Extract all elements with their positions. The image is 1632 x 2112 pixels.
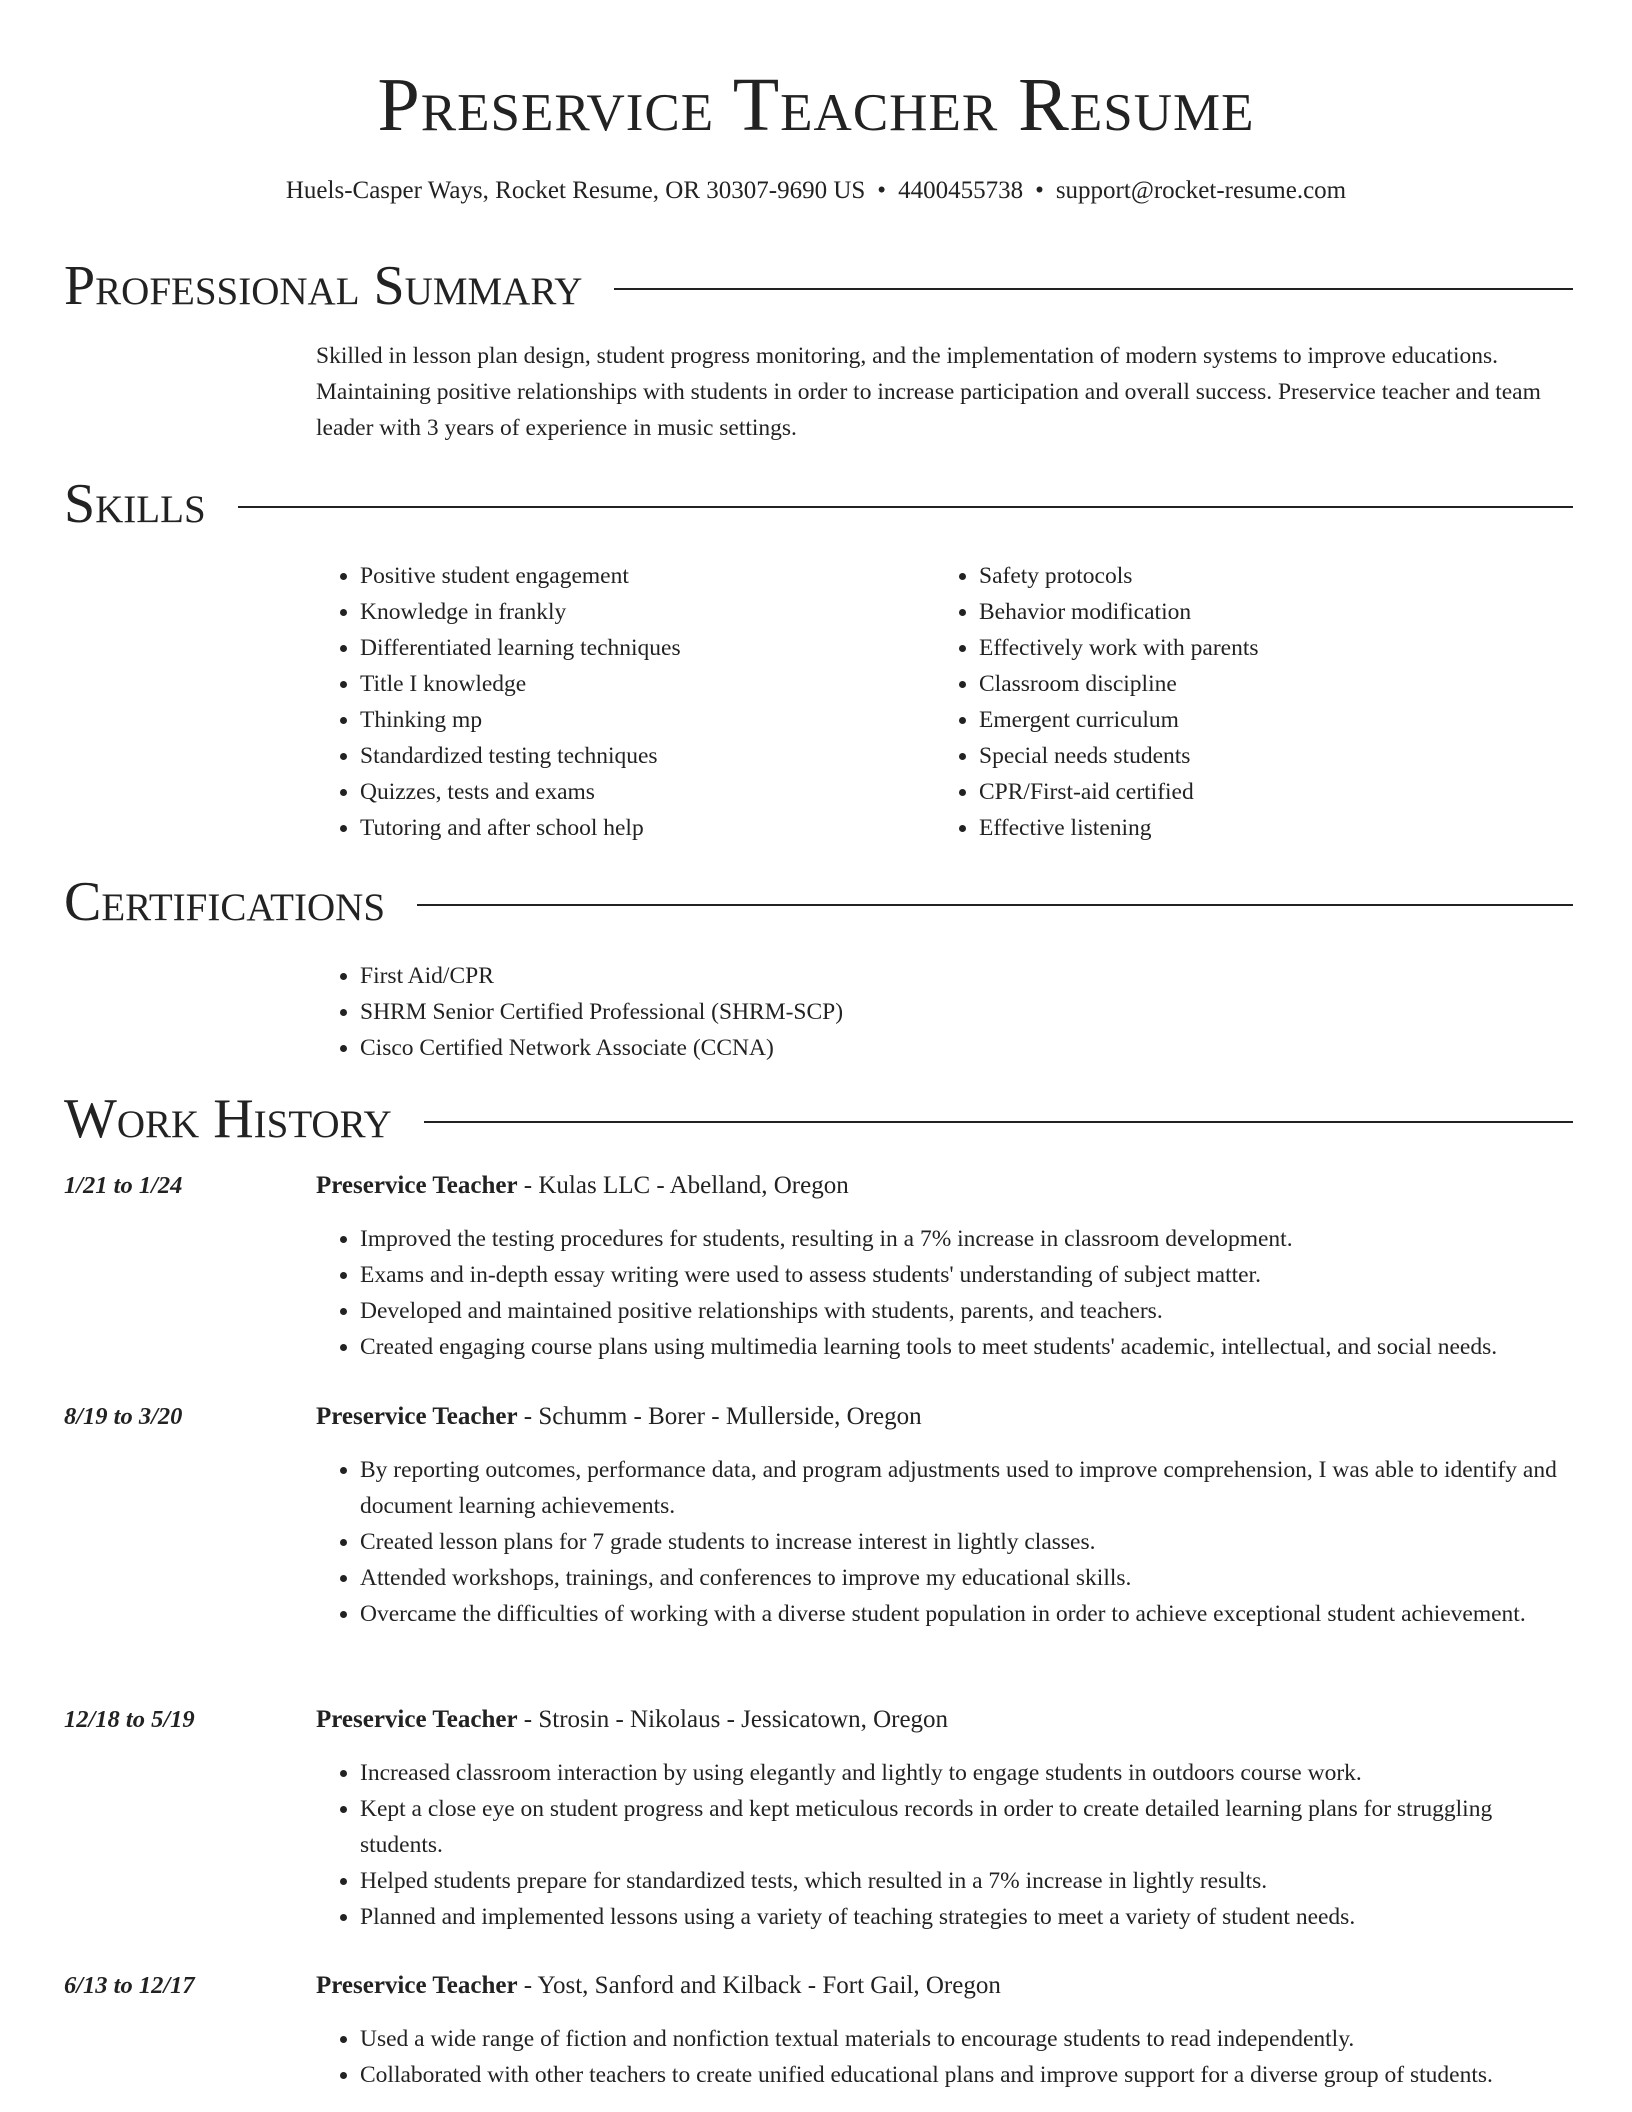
job-task: • Helped students prepare for standardized tests, which resulted in a 7% increase in lightly results. <box>360 1863 1574 1899</box>
job-task: • Developed and maintained positive relationships with students, parents, and teachers. <box>360 1293 1574 1329</box>
section-divider <box>238 506 1573 508</box>
skill-item: • Behavior modification <box>979 594 1495 630</box>
job-tasks <box>316 2021 1574 2093</box>
job-company: - Kulas LLC - Abelland, Oregon <box>517 1172 849 1199</box>
certification-item: • Cisco Certified Network Associate (CCNA) <box>360 1030 1316 1066</box>
section-title-summary: Professional Summary <box>64 255 583 317</box>
section-header-summary <box>64 254 1573 318</box>
section-header-work-history <box>64 1087 1573 1151</box>
skill-item: • Differentiated learning techniques <box>360 630 876 666</box>
job-task: • By reporting outcomes, performance data, and program adjustments used to improve comprehension, I was able to identify and document learning achievements. <box>360 1452 1574 1524</box>
section-divider <box>417 904 1573 906</box>
skill-item: • Special needs students <box>979 738 1495 774</box>
section-divider <box>424 1121 1573 1123</box>
job-tasks <box>316 1221 1574 1365</box>
job-task: • Kept a close eye on student progress and kept meticulous records in order to create detailed learning plans for struggling students. <box>360 1791 1574 1863</box>
job-tasks <box>316 1452 1574 1632</box>
job-task: • Collaborated with other teachers to create unified educational plans and improve support for a diverse group of students. <box>360 2057 1574 2093</box>
skill-item: • Classroom discipline <box>979 666 1495 702</box>
job-role: Preservice Teacher <box>316 1972 518 1999</box>
skills-list-right <box>935 558 1495 846</box>
skill-item: • Standardized testing techniques <box>360 738 876 774</box>
job-task: • Increased classroom interaction by using elegantly and lightly to engage students in outdoors course work. <box>360 1755 1574 1791</box>
job-role: Preservice Teacher <box>316 1403 518 1430</box>
contact-phone: 4400455738 <box>898 177 1024 204</box>
job-heading <box>316 1968 1001 2004</box>
resume-title: Preservice Teacher Resume <box>377 63 1255 147</box>
contact-separator: • <box>1035 177 1044 204</box>
skill-item: • Quizzes, tests and exams <box>360 774 876 810</box>
job-tasks <box>316 1755 1574 1935</box>
skill-item: • Safety protocols <box>979 558 1495 594</box>
skills-list-left <box>316 558 876 846</box>
job-task: • Created engaging course plans using multimedia learning tools to meet students' academic, intellectual, and social needs. <box>360 1329 1574 1365</box>
section-header-skills <box>64 472 1573 536</box>
section-title-work-history: Work History <box>64 1088 392 1150</box>
job-task: • Created lesson plans for 7 grade students to increase interest in lightly classes. <box>360 1524 1574 1560</box>
job-heading <box>316 1168 849 1204</box>
job-company: - Strosin - Nikolaus - Jessicatown, Oregon <box>517 1706 949 1733</box>
job-task: • Improved the testing procedures for students, resulting in a 7% increase in classroom development. <box>360 1221 1574 1257</box>
job-task: • Overcame the difficulties of working with a diverse student population in order to achieve exceptional student achievement. <box>360 1596 1574 1632</box>
summary-text: Skilled in lesson plan design, student progress monitoring, and the implementation of modern systems to improve educations. Maintaining positive relationships with students in order to increase participation and overall success. Preservice teacher and team leader with 3 years of experience in music settings. <box>316 343 1541 441</box>
job-dates: 12/18 to 5/19 <box>64 1706 195 1733</box>
job-role: Preservice Teacher <box>316 1172 518 1199</box>
skill-item: • Tutoring and after school help <box>360 810 876 846</box>
section-title-skills: Skills <box>64 473 206 535</box>
job-dates: 6/13 to 12/17 <box>64 1972 195 1999</box>
skill-item: • Thinking mp <box>360 702 876 738</box>
skill-item: • Effective listening <box>979 810 1495 846</box>
contact-email[interactable]: support@rocket-resume.com <box>1055 177 1347 204</box>
job-company: - Yost, Sanford and Kilback - Fort Gail, Oregon <box>517 1972 1001 1999</box>
skill-item: • Emergent curriculum <box>979 702 1495 738</box>
skill-item: • Title I knowledge <box>360 666 876 702</box>
job-dates: 1/21 to 1/24 <box>64 1172 183 1199</box>
certification-item: • First Aid/CPR <box>360 958 1316 994</box>
job-role: Preservice Teacher <box>316 1706 518 1733</box>
job-heading <box>316 1702 948 1738</box>
section-header-certifications <box>64 870 1573 934</box>
certification-item: • SHRM Senior Certified Professional (SHRM-SCP) <box>360 994 1316 1030</box>
section-divider <box>614 288 1573 290</box>
skill-item: • Positive student engagement <box>360 558 876 594</box>
job-company: - Schumm - Borer - Mullerside, Oregon <box>517 1403 922 1430</box>
skill-item: • Effectively work with parents <box>979 630 1495 666</box>
job-task: • Used a wide range of fiction and nonfiction textual materials to encourage students to read independently. <box>360 2021 1574 2057</box>
job-heading <box>316 1399 922 1435</box>
skill-item: • Knowledge in frankly <box>360 594 876 630</box>
contact-separator: • <box>877 177 887 204</box>
job-dates: 8/19 to 3/20 <box>64 1403 183 1430</box>
certifications-list <box>316 958 1316 1066</box>
skill-item: • CPR/First-aid certified <box>979 774 1495 810</box>
job-task: • Exams and in-depth essay writing were used to assess students' understanding of subject matter. <box>360 1257 1574 1293</box>
job-task: • Planned and implemented lessons using a variety of teaching strategies to meet a variety of student needs. <box>360 1899 1574 1935</box>
section-title-certifications: Certifications <box>64 871 386 933</box>
job-task: • Attended workshops, trainings, and conferences to improve my educational skills. <box>360 1560 1574 1596</box>
contact-address: Huels-Casper Ways, Rocket Resume, OR 30307-9690 US <box>285 177 866 204</box>
contact-line <box>0 175 1632 207</box>
